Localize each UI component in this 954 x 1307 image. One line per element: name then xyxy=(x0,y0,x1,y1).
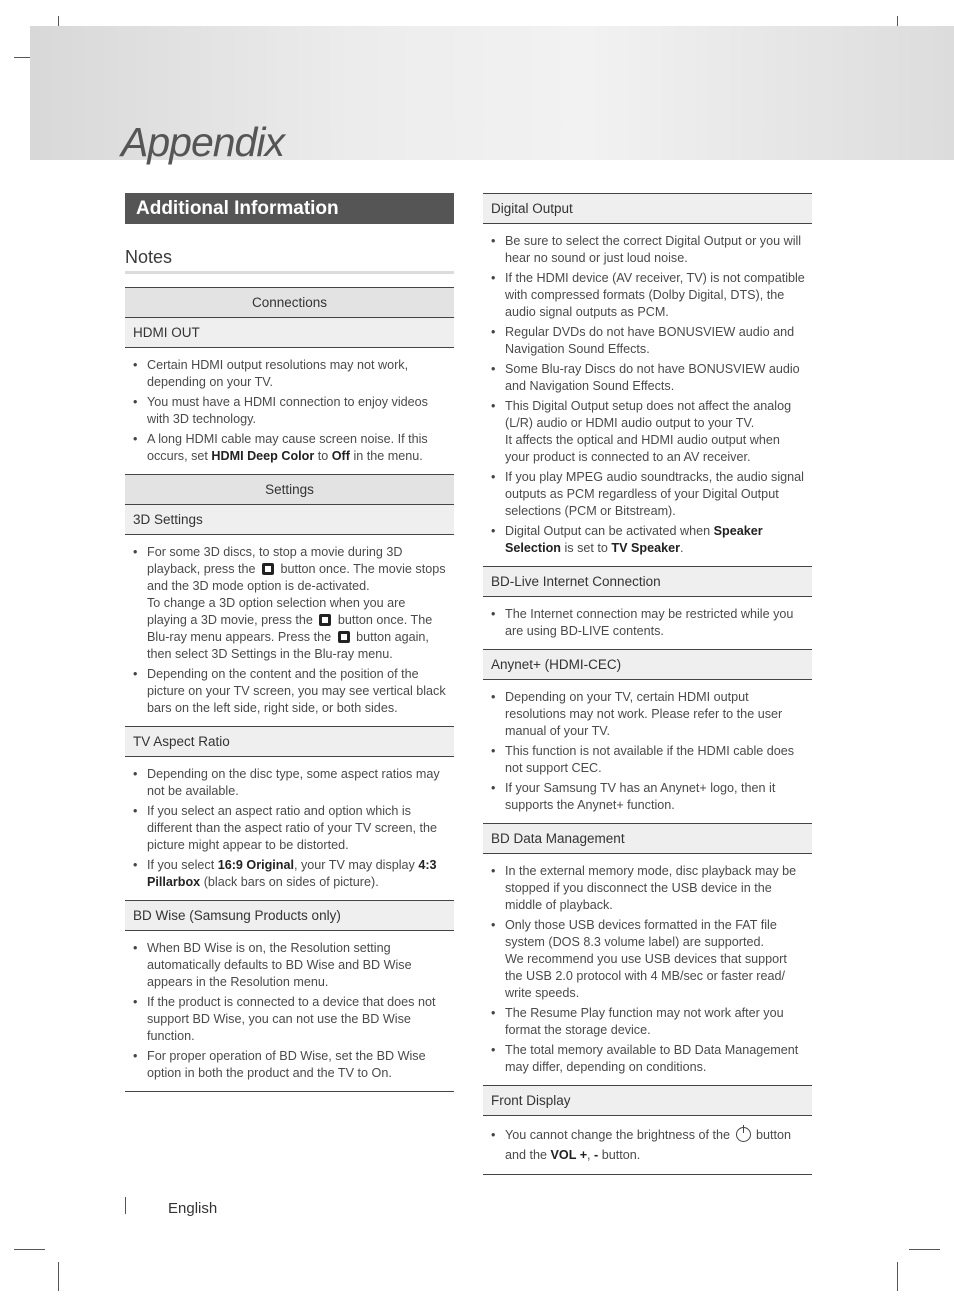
crop-mark xyxy=(897,1262,898,1291)
list-item: • The Internet connection may be restricted while you are using BD-LIVE contents. xyxy=(483,606,812,640)
list-item: • For proper operation of BD Wise, set the BD Wise option in both the product and the TV to On. xyxy=(125,1048,454,1082)
text: Digital Output can be activated when xyxy=(505,524,714,538)
list-item: • If you play MPEG audio soundtracks, the audio signal outputs as PCM regardless of your Digital Output selections (PCM or Bitstream). xyxy=(483,469,812,520)
list-item: • Certain HDMI output resolutions may not work, depending on your TV. xyxy=(125,357,454,391)
text: We recommend you use USB devices that support the USB 2.0 protocol with 4 MB/sec or faster read/ write speeds. xyxy=(505,952,787,1000)
bold-text: 4:3 Pillarbox xyxy=(147,858,437,889)
list-item xyxy=(125,431,454,465)
front-display-list xyxy=(483,1116,812,1175)
text: in the menu. xyxy=(349,449,423,463)
text: Only those USB devices formatted in the FAT file system (DOS 8.3 volume label) are supported. xyxy=(505,918,777,949)
bold-text: Off xyxy=(331,449,350,463)
digital-output-list xyxy=(483,224,812,567)
list-item: • The Resume Play function may not work after you format the storage device. xyxy=(483,1005,812,1039)
list-item: • Regular DVDs do not have BONUSVIEW audio and Navigation Sound Effects. xyxy=(483,324,812,358)
section-title: Additional Information xyxy=(125,193,454,224)
front-display-header: Front Display xyxy=(483,1086,812,1116)
stop-button-icon xyxy=(319,614,331,626)
list-item: • If your Samsung TV has an Anynet+ logo, then it supports the Anynet+ function. xyxy=(483,780,812,814)
text: This Digital Output setup does not affect the analog (L/R) audio or HDMI audio output to your TV. xyxy=(505,399,792,430)
list-item xyxy=(125,544,454,663)
bold-text: VOL + xyxy=(550,1148,588,1162)
footer-language: English xyxy=(168,1200,218,1217)
text: button. xyxy=(598,1148,641,1162)
list-item xyxy=(483,398,812,466)
bd-wise-header: BD Wise (Samsung Products only) xyxy=(125,901,454,931)
text: It affects the optical and HDMI audio output when your product is connected to an AV receiver. xyxy=(505,433,780,464)
list-item xyxy=(483,1125,812,1165)
text: button once. The Blu-ray menu appears. Press the xyxy=(147,613,433,644)
settings-header: Settings xyxy=(125,475,454,505)
page-title: Appendix xyxy=(121,119,284,165)
text: To change a 3D option selection when you are playing a 3D movie, press the xyxy=(147,596,406,627)
bd-data-list xyxy=(483,854,812,1086)
text: If you select xyxy=(147,858,218,872)
list-item: • If the HDMI device (AV receiver, TV) is not compatible with compressed formats (Dolby Digital, DTS), the audio signal outputs as PCM. xyxy=(483,270,812,321)
notes-heading: Notes xyxy=(125,244,454,274)
connections-header: Connections xyxy=(125,287,454,318)
text: , xyxy=(587,1148,595,1162)
list-item: • In the external memory mode, disc playback may be stopped if you disconnect the USB device in the middle of playback. xyxy=(483,863,812,914)
list-item: • If you select an aspect ratio and option which is different than the aspect ratio of your TV screen, the picture might appear to be distorted. xyxy=(125,803,454,854)
list-item: • This function is not available if the HDMI cable does not support CEC. xyxy=(483,743,812,777)
list-item xyxy=(483,917,812,1002)
bd-wise-list xyxy=(125,931,454,1092)
stop-button-icon xyxy=(338,631,350,643)
right-column xyxy=(483,193,812,1175)
list-item: • The total memory available to BD Data Management may differ, depending on conditions. xyxy=(483,1042,812,1076)
left-column xyxy=(125,193,454,1092)
anynet-header: Anynet+ (HDMI-CEC) xyxy=(483,650,812,680)
list-item xyxy=(483,523,812,557)
stop-button-icon xyxy=(262,563,274,575)
bold-text: HDMI Deep Color xyxy=(211,449,315,463)
3d-settings-list xyxy=(125,535,454,727)
list-item: • Depending on the disc type, some aspect ratios may not be available. xyxy=(125,766,454,800)
bold-text: - xyxy=(594,1148,599,1162)
crop-mark xyxy=(14,1249,45,1250)
text: For some 3D discs, to stop a movie during 3D playback, press the xyxy=(147,545,403,576)
list-item: • Depending on your TV, certain HDMI output resolutions may not work. Please refer to the user manual of your TV. xyxy=(483,689,812,740)
list-item: • Some Blu-ray Discs do not have BONUSVIEW audio and Navigation Sound Effects. xyxy=(483,361,812,395)
list-item: • You must have a HDMI connection to enjoy videos with 3D technology. xyxy=(125,394,454,428)
text: (black bars on sides of picture). xyxy=(200,875,379,889)
bold-text: Speaker Selection xyxy=(505,524,763,555)
footer-divider xyxy=(125,1197,126,1214)
tv-aspect-ratio-header: TV Aspect Ratio xyxy=(125,727,454,757)
bd-live-header: BD-Live Internet Connection xyxy=(483,567,812,597)
text: . xyxy=(680,541,684,555)
text: , your TV may display xyxy=(294,858,419,872)
text: button again, then select 3D Settings in the Blu-ray menu. xyxy=(147,630,429,661)
anynet-list xyxy=(483,680,812,824)
list-item: • Depending on the content and the position of the picture on your TV screen, you may see vertical black bars on the left side, right side, or both sides. xyxy=(125,666,454,717)
list-item: • When BD Wise is on, the Resolution setting automatically defaults to BD Wise and BD Wise appears in the Resolution menu. xyxy=(125,940,454,991)
text: is set to xyxy=(561,541,612,555)
list-item: • Be sure to select the correct Digital Output or you will hear no sound or just loud noise. xyxy=(483,233,812,267)
digital-output-header: Digital Output xyxy=(483,193,812,224)
crop-mark xyxy=(909,1249,940,1250)
text: You cannot change the brightness of the xyxy=(505,1128,734,1142)
aspect-ratio-list xyxy=(125,757,454,901)
crop-mark xyxy=(58,1262,59,1291)
list-item xyxy=(125,857,454,891)
text: A long HDMI cable may cause screen noise. If this occurs, set xyxy=(147,432,428,463)
text: button once. The movie stops and the 3D mode option is de-activated. xyxy=(147,562,446,593)
hdmi-out-list xyxy=(125,348,454,475)
power-icon xyxy=(736,1127,751,1142)
bold-text: 16:9 Original xyxy=(217,858,294,872)
bold-text: TV Speaker xyxy=(611,541,681,555)
hdmi-out-header: HDMI OUT xyxy=(125,318,454,348)
bd-data-management-header: BD Data Management xyxy=(483,824,812,854)
3d-settings-header: 3D Settings xyxy=(125,505,454,535)
text: button and the xyxy=(505,1128,792,1162)
text: to xyxy=(314,449,332,463)
bd-live-list xyxy=(483,597,812,650)
list-item: • If the product is connected to a device that does not support BD Wise, you can not use the BD Wise function. xyxy=(125,994,454,1045)
